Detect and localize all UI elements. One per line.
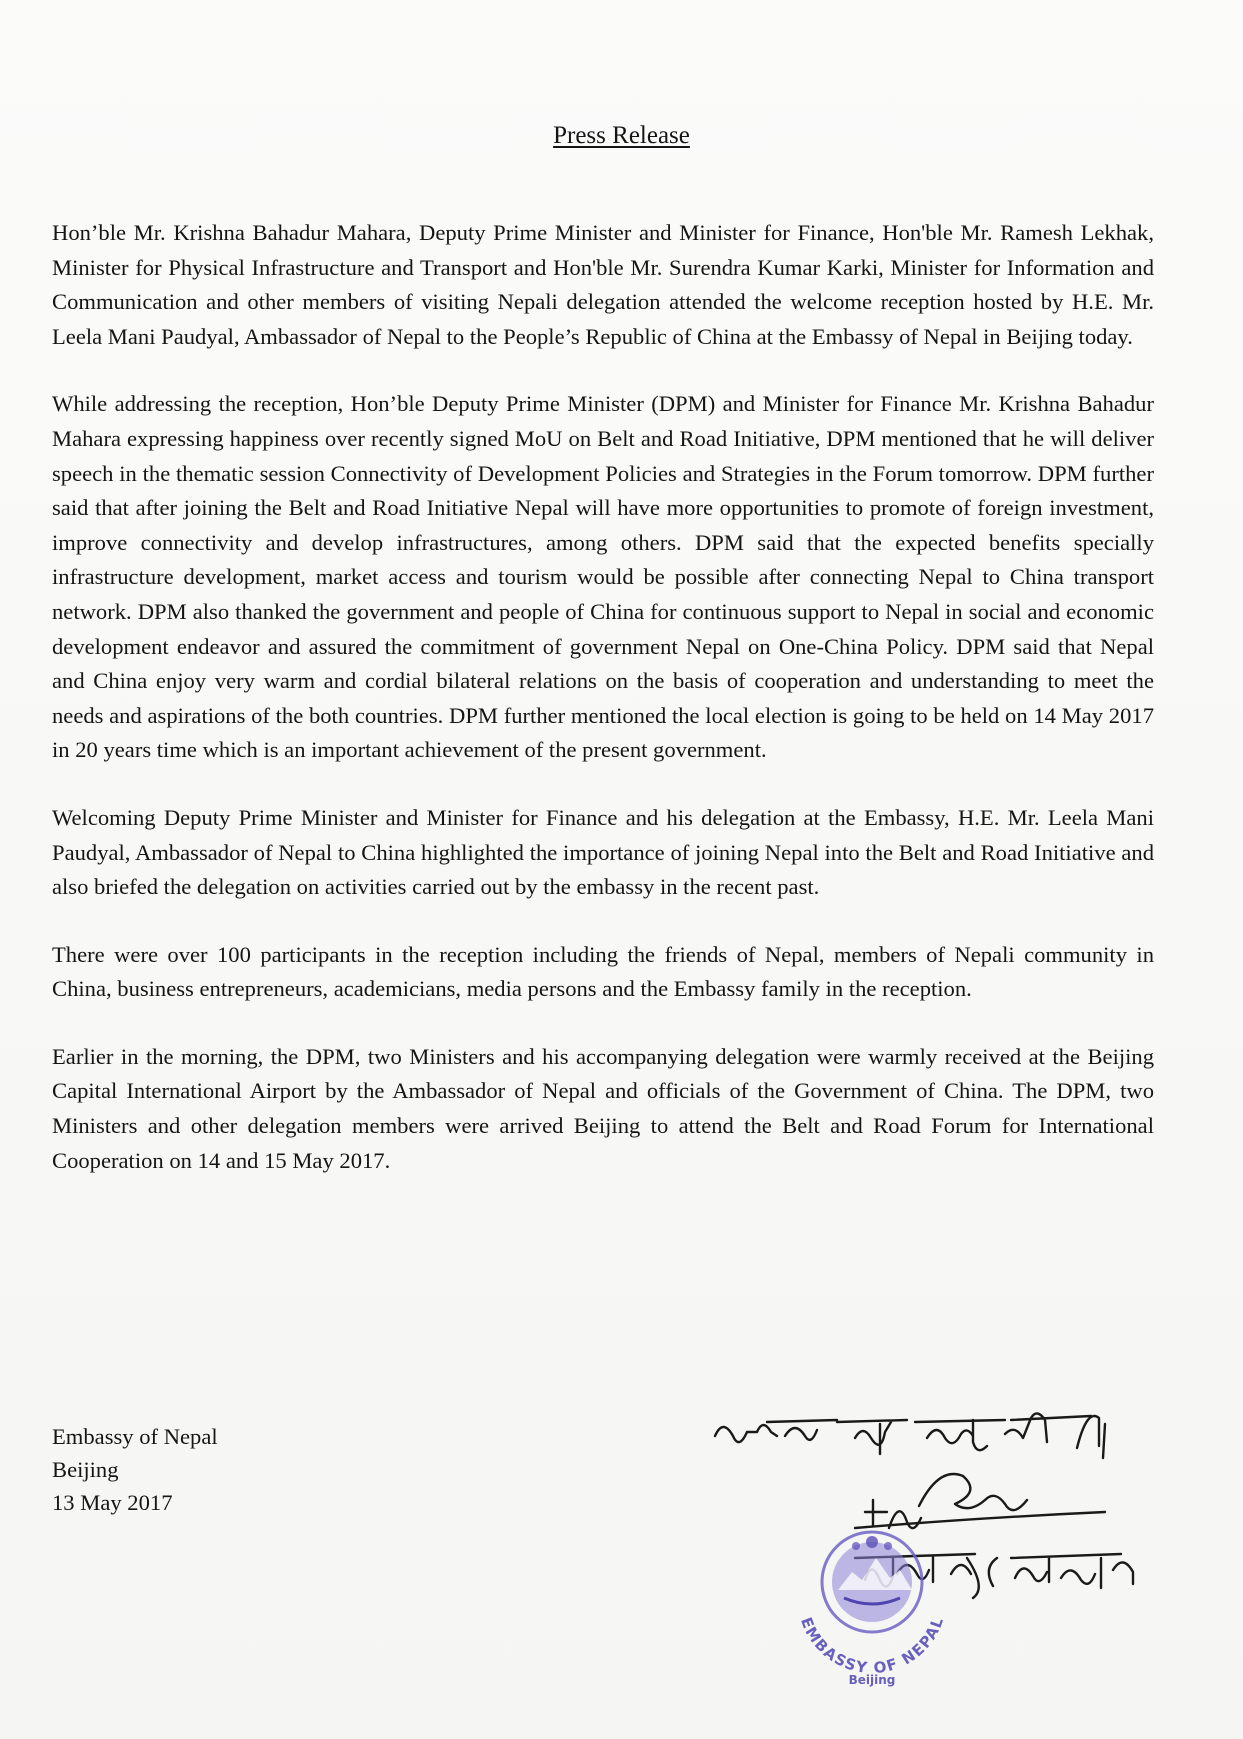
signoff-date: 13 May 2017 [52, 1490, 173, 1515]
paragraph: While addressing the reception, Hon’ble Deputy Prime Minister (DPM) and Minister for Finance Mr. Krishna Bahadur Mahara expressing happiness over recently signed MoU on Belt and Road Initiative, DPM mentioned that he will deliver speech in the thematic session Connectivity of Development Policies and Strategies in the Forum tomorrow. DPM further said that after joining the Belt and Road Initiative Nepal will have more opportunities to promote of foreign investment, improve connectivity and develop infrastructures, among others. DPM said that the expected benefits specially infrastructure development, market access and tourism would be possible after connecting Nepal to China transport network. DPM also thanked the government and people of China for continuous support to Nepal in social and economic development endeavor and assured the commitment of government Nepal on One-China Policy. DPM said that Nepal and China enjoy very warm and cordial bilateral relations on the basis of cooperation and understanding to meet the needs and aspirations of the both countries. DPM further mentioned the local election is going to be held on 14 May 2017 in 20 years time which is an important achievement of the present government. [52, 391, 1154, 763]
paragraph: Hon’ble Mr. Krishna Bahadur Mahara, Deputy Prime Minister and Minister for Finance, Hon'ble Mr. Ramesh Lekhak, Minister for Physical Infrastructure and Transport and Hon'ble Mr. Surendra Kumar Karki, Minister for Information and Communication and other members of visiting Nepali delegation attended the welcome reception hosted by H.E. Mr. Leela Mani Paudyal, Ambassador of Nepal to the People’s Republic of China at the Embassy of Nepal in Beijing today. [52, 220, 1154, 349]
paragraph: Welcoming Deputy Prime Minister and Minister for Finance and his delegation at the Embassy, H.E. Mr. Leela Mani Paudyal, Ambassador of Nepal to China highlighted the importance of joining Nepal into the Belt and Road Initiative and also briefed the delegation on activities carried out by the embassy in the recent past. [52, 804, 1154, 900]
signoff-block [52, 1420, 218, 1519]
stamp-arc-text: EMBASSY OF NEPAL [797, 1613, 948, 1678]
paragraph: There were over 100 participants in the reception including the friends of Nepal, members of Nepali community in China, business entrepreneurs, academicians, media persons and the Embassy family in the reception. [52, 941, 1154, 1002]
signoff-organization: Embassy of Nepal [52, 1424, 218, 1449]
paragraph: Earlier in the morning, the DPM, two Ministers and his accompanying delegation were warmly received at the Beijing Capital International Airport by the Ambassador of Nepal and officials of the Government of China. The DPM, two Ministers and other delegation members were arrived Beijing to attend the Belt and Road Forum for International Cooperation on 14 and 15 May 2017. [52, 1043, 1154, 1173]
embassy-stamp [772, 1498, 972, 1698]
svg-text:EMBASSY OF NEPAL [797, 1614, 947, 1677]
page-title: Press Release [553, 122, 690, 149]
signoff-city: Beijing [52, 1457, 119, 1482]
stamp-city: Beijing [848, 1673, 896, 1687]
document-body [52, 216, 1154, 1211]
